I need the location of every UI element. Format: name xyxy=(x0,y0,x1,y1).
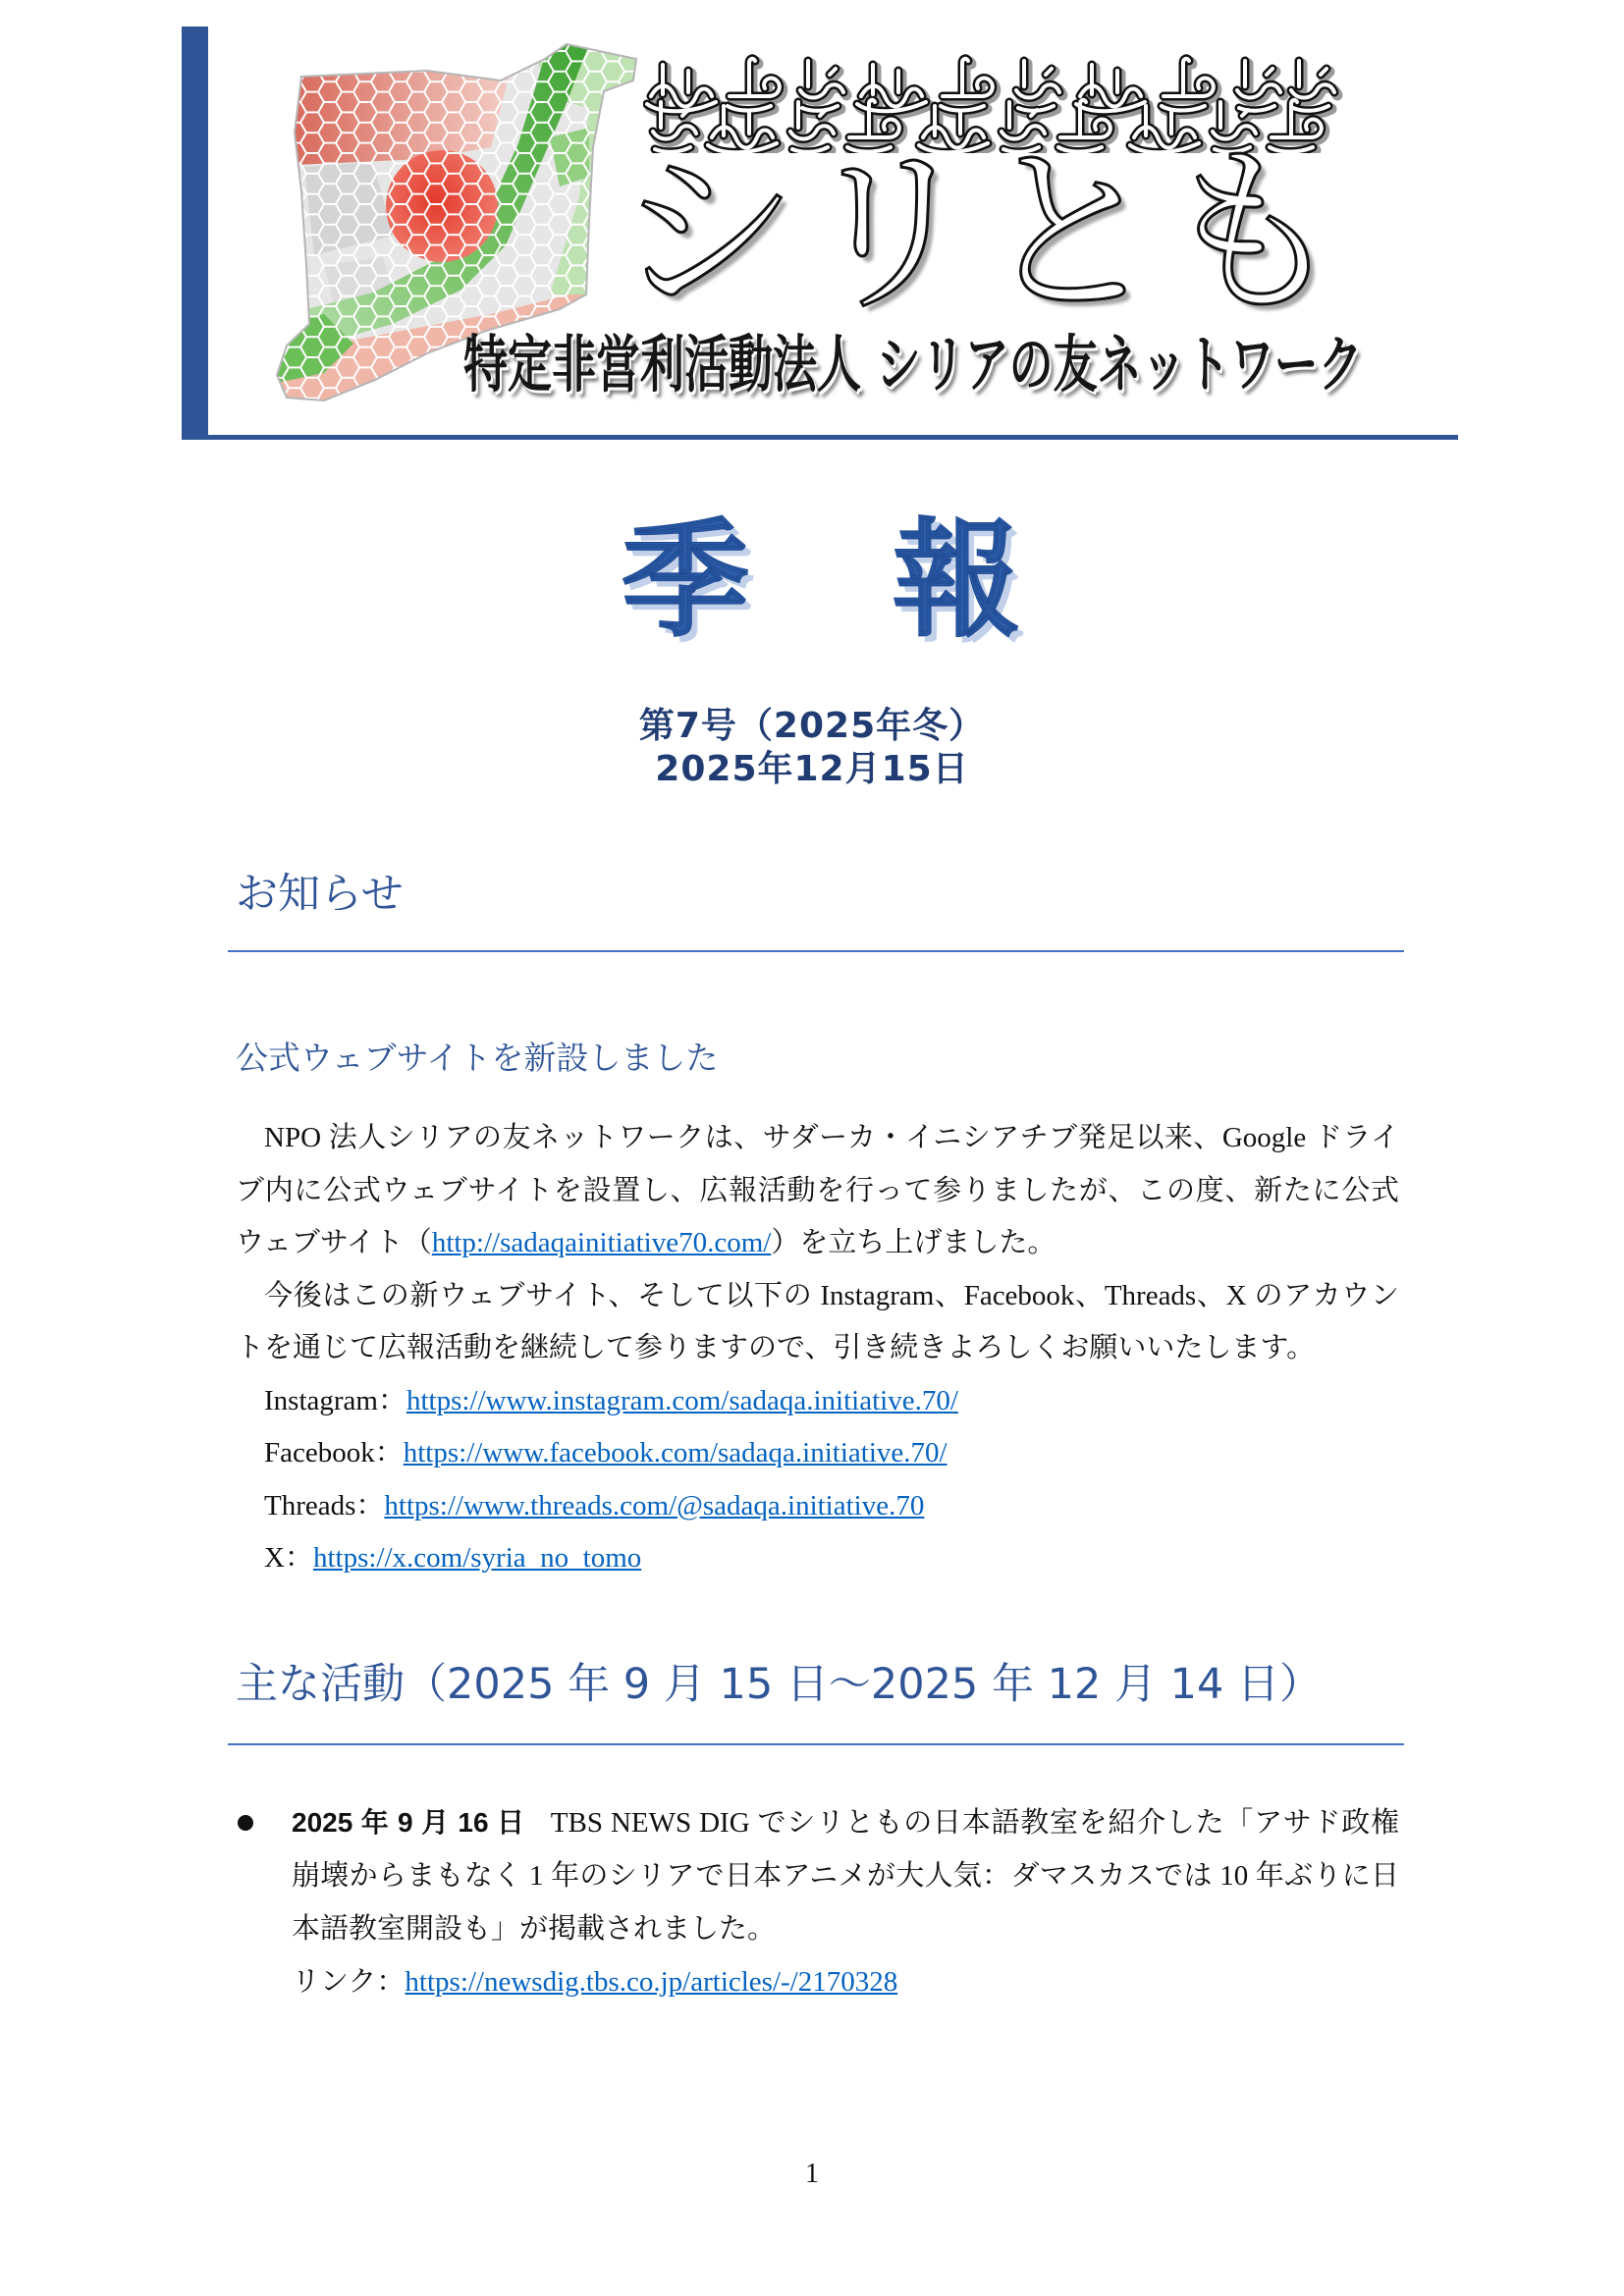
paragraph-1-tail: ）を立ち上げました。 xyxy=(771,1227,1056,1258)
notices-heading: お知らせ xyxy=(236,870,404,919)
bullet-icon xyxy=(238,1815,253,1831)
account-row-instagram xyxy=(236,1375,1399,1428)
account-row-x xyxy=(236,1532,1399,1585)
account-label: X： xyxy=(264,1542,313,1574)
organization-name: 特定非営利活動法人 シリアの友ネットワーク xyxy=(463,328,1363,401)
account-label: Facebook： xyxy=(264,1437,404,1468)
activity-link-row xyxy=(292,1955,1399,2008)
article-body xyxy=(236,1112,1399,1585)
article-paragraph-1 xyxy=(236,1112,1399,1270)
masthead-bottom-rule xyxy=(182,435,1458,440)
account-row-facebook xyxy=(236,1427,1399,1480)
website-link[interactable]: http://sadaqainitiative70.com/ xyxy=(431,1227,772,1258)
facebook-link[interactable]: https://www.facebook.com/sadaqa.initiative.70/ xyxy=(403,1437,947,1468)
activity-description xyxy=(292,1796,1399,1955)
activity-date: 2025 年 9 月 16 日 xyxy=(292,1807,525,1838)
account-label: Threads： xyxy=(264,1489,385,1522)
account-row-threads xyxy=(236,1480,1399,1533)
issue-number: 第7号（2025年冬） xyxy=(638,706,986,746)
account-label: Instagram： xyxy=(264,1384,406,1416)
activity-link[interactable]: https://newsdig.tbs.co.jp/articles/-/2170328 xyxy=(405,1966,898,1998)
article-title: 公式ウェブサイトを新設しました xyxy=(236,1039,719,1077)
x-link[interactable]: https://x.com/syria_no_tomo xyxy=(312,1542,642,1574)
issue-info xyxy=(0,705,1624,791)
page-number: 1 xyxy=(805,2159,819,2189)
newsletter-title: 季 報 xyxy=(622,506,1029,655)
logo-title: シリとも xyxy=(617,127,1343,339)
notices-rule xyxy=(228,950,1404,952)
paragraph-1-text: NPO 法人シリアの友ネットワークは、サダーカ・イニシアチブ発足以来、Google ドライブ内に公式ウェブサイトを設置し、広報活動を行って参りましたが、この度、新たに公式ウェブサイト（ xyxy=(236,1122,1399,1258)
activity-link-label: リンク： xyxy=(292,1966,406,1998)
activities-heading: 主な活動（2025 年 9 月 15 日～2025 年 12 月 14 日） xyxy=(236,1660,1323,1709)
activity-text: TBS NEWS DIG でシリともの日本語教室を紹介した「アサド政権崩壊からまもなく 1 年のシリアで日本アニメが大人気：ダマスカスでは 10 年ぶりに日本語教室開設も」が掲載されました。 xyxy=(292,1807,1400,1945)
issue-date: 2025年12月15日 xyxy=(655,749,969,789)
activity-item xyxy=(292,1796,1399,2008)
article-paragraph-2: 今後はこの新ウェブサイト、そして以下の Instagram、Facebook、Threads、X のアカウントを通じて広報活動を継続して参りますので、引き続きよろしくお願いいたします。 xyxy=(236,1279,1399,1363)
instagram-link[interactable]: https://www.instagram.com/sadaqa.initiative.70/ xyxy=(406,1384,958,1416)
activities-rule xyxy=(228,1743,1404,1745)
masthead-vertical-bar xyxy=(182,27,208,440)
threads-link[interactable]: https://www.threads.com/@sadaqa.initiative.70 xyxy=(384,1489,925,1522)
